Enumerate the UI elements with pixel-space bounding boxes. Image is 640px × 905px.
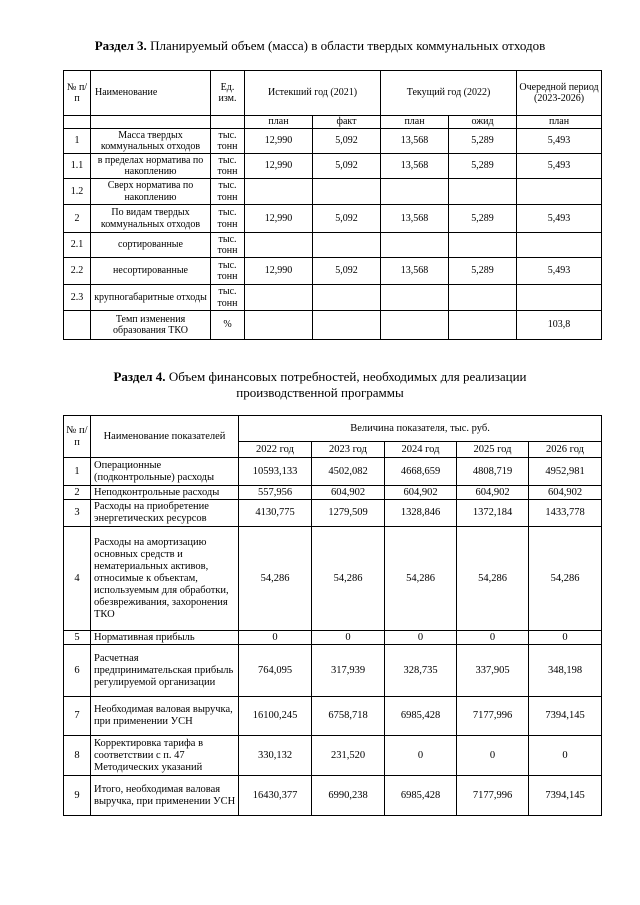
row-number: 1.1 xyxy=(64,154,91,179)
table-row xyxy=(64,205,602,233)
cell-year-value: 1433,778 xyxy=(529,500,602,527)
table-row xyxy=(64,776,602,816)
cell-year-value: 604,902 xyxy=(457,486,529,500)
row-unit: тыс. тонн xyxy=(211,285,245,311)
cell-year-value: 1279,509 xyxy=(312,500,385,527)
cell-year-value: 4668,659 xyxy=(385,458,457,486)
cell-year-value: 328,735 xyxy=(385,645,457,697)
cell-year-value: 54,286 xyxy=(312,527,385,631)
year-header: 2023 год xyxy=(312,442,385,458)
row-unit: тыс. тонн xyxy=(211,154,245,179)
row-name: Масса твердых коммунальных отходов xyxy=(91,129,211,154)
cell-year-value: 4130,775 xyxy=(239,500,312,527)
cell-year-value: 7177,996 xyxy=(457,776,529,816)
row-number: 6 xyxy=(64,645,91,697)
section3-subheader-row xyxy=(64,116,602,129)
cell-expected-2022 xyxy=(449,311,517,340)
row-name: По видам твердых коммунальных отходов xyxy=(91,205,211,233)
cell-plan-2021: 12,990 xyxy=(245,129,313,154)
col-unit-header: Ед. изм. xyxy=(211,71,245,116)
row-name: Итого, необходимая валовая выручка, при применении УСН xyxy=(91,776,239,816)
cell-plan-next: 5,493 xyxy=(517,129,602,154)
cell-plan-2022: 13,568 xyxy=(381,205,449,233)
row-number: 7 xyxy=(64,697,91,736)
cell-plan-2022 xyxy=(381,179,449,205)
cell-plan-2021: 12,990 xyxy=(245,154,313,179)
cell-year-value: 54,286 xyxy=(529,527,602,631)
cell-year-value: 16430,377 xyxy=(239,776,312,816)
table-row xyxy=(64,736,602,776)
table-row xyxy=(64,645,602,697)
cell-year-value: 0 xyxy=(385,631,457,645)
section4-title-bold: Раздел 4. xyxy=(113,369,166,384)
table-row xyxy=(64,631,602,645)
row-number: 2 xyxy=(64,205,91,233)
cell-year-value: 317,939 xyxy=(312,645,385,697)
section3-table xyxy=(63,70,602,340)
cell-year-value: 6985,428 xyxy=(385,697,457,736)
cell-year-value: 604,902 xyxy=(312,486,385,500)
cell-year-value: 4952,981 xyxy=(529,458,602,486)
row-name: Операционные (подконтрольные) расходы xyxy=(91,458,239,486)
cell-year-value: 604,902 xyxy=(385,486,457,500)
cell-fact-2021 xyxy=(313,233,381,258)
cell-expected-2022: 5,289 xyxy=(449,154,517,179)
cell-year-value: 54,286 xyxy=(457,527,529,631)
cell-year-value: 0 xyxy=(529,631,602,645)
row-number: 1 xyxy=(64,458,91,486)
row-number: 1 xyxy=(64,129,91,154)
row-unit: тыс. тонн xyxy=(211,258,245,285)
row-name: крупногабаритные отходы xyxy=(91,285,211,311)
row-unit: % xyxy=(211,311,245,340)
cell-year-value: 604,902 xyxy=(529,486,602,500)
row-name: Расходы на амортизацию основных средств и нематериальных активов, относимые к объектам, используемым для обработки, обезвреживания, захоронения ТКО xyxy=(91,527,239,631)
cell-year-value: 4502,082 xyxy=(312,458,385,486)
table-row xyxy=(64,500,602,527)
cell-year-value: 7177,996 xyxy=(457,697,529,736)
cell-plan-2022 xyxy=(381,285,449,311)
section3-title-bold: Раздел 3. xyxy=(94,38,147,53)
cell-fact-2021: 5,092 xyxy=(313,129,381,154)
cell-expected-2022 xyxy=(449,179,517,205)
cell-year-value: 0 xyxy=(385,736,457,776)
cell-year-value: 231,520 xyxy=(312,736,385,776)
cell-plan-next: 103,8 xyxy=(517,311,602,340)
cell-plan-2021: 12,990 xyxy=(245,205,313,233)
cell-expected-2022: 5,289 xyxy=(449,129,517,154)
cell-year-value: 54,286 xyxy=(385,527,457,631)
cell-year-value: 337,905 xyxy=(457,645,529,697)
row-number: 1.2 xyxy=(64,179,91,205)
cell-year-value: 1372,184 xyxy=(457,500,529,527)
table-row xyxy=(64,311,602,340)
row-number: 4 xyxy=(64,527,91,631)
row-name: Нормативная прибыль xyxy=(91,631,239,645)
subheader-plan-2021: план xyxy=(245,116,313,129)
cell-plan-next: 5,493 xyxy=(517,154,602,179)
section4-table xyxy=(63,415,602,816)
table-row xyxy=(64,285,602,311)
table-row xyxy=(64,179,602,205)
table-row xyxy=(64,697,602,736)
row-name: Сверх норматива по накоплению xyxy=(91,179,211,205)
cell-plan-2021 xyxy=(245,285,313,311)
subheader-plan-next: план xyxy=(517,116,602,129)
cell-fact-2021: 5,092 xyxy=(313,205,381,233)
cell-expected-2022 xyxy=(449,233,517,258)
col-num-header: № п/п xyxy=(64,71,91,116)
cell-year-value: 6758,718 xyxy=(312,697,385,736)
cell-plan-2022 xyxy=(381,311,449,340)
cell-fact-2021: 5,092 xyxy=(313,154,381,179)
row-unit: тыс. тонн xyxy=(211,179,245,205)
section3-title-text: Планируемый объем (масса) в области твердых коммунальных отходов xyxy=(146,38,546,53)
cell-year-value: 0 xyxy=(529,736,602,776)
cell-year-value: 764,095 xyxy=(239,645,312,697)
col-num-header: № п/п xyxy=(64,416,91,458)
cell-year-value: 0 xyxy=(457,631,529,645)
cell-plan-2022 xyxy=(381,233,449,258)
cell-year-value: 557,956 xyxy=(239,486,312,500)
cell-plan-next xyxy=(517,285,602,311)
cell-plan-2022: 13,568 xyxy=(381,154,449,179)
cell-year-value: 1328,846 xyxy=(385,500,457,527)
row-name: сортированные xyxy=(91,233,211,258)
table-row xyxy=(64,486,602,500)
cell-plan-2021 xyxy=(245,233,313,258)
section4-title xyxy=(0,369,640,385)
cell-plan-next xyxy=(517,233,602,258)
row-unit: тыс. тонн xyxy=(211,129,245,154)
col-name-header: Наименование показателей xyxy=(91,416,239,458)
col-name-header: Наименование xyxy=(91,71,211,116)
col-2022-header: Текущий год (2022) xyxy=(381,71,517,116)
table-row xyxy=(64,458,602,486)
table-row xyxy=(64,154,602,179)
cell-year-value: 330,132 xyxy=(239,736,312,776)
cell-year-value: 6985,428 xyxy=(385,776,457,816)
subheader-expected-2022: ожид xyxy=(449,116,517,129)
row-name: Темп изменения образования ТКО xyxy=(91,311,211,340)
cell-year-value: 54,286 xyxy=(239,527,312,631)
section4-title-text: Объем финансовых потребностей, необходимых для реализации xyxy=(165,369,527,384)
col-2021-header: Истекший год (2021) xyxy=(245,71,381,116)
row-number: 3 xyxy=(64,500,91,527)
row-number: 8 xyxy=(64,736,91,776)
row-number xyxy=(64,311,91,340)
row-unit: тыс. тонн xyxy=(211,233,245,258)
cell-year-value: 0 xyxy=(239,631,312,645)
row-number: 2.1 xyxy=(64,233,91,258)
cell-plan-2021 xyxy=(245,311,313,340)
col-value-header: Величина показателя, тыс. руб. xyxy=(239,416,602,442)
cell-expected-2022: 5,289 xyxy=(449,205,517,233)
row-name: в пределах норматива по накоплению xyxy=(91,154,211,179)
cell-plan-2021 xyxy=(245,179,313,205)
cell-plan-2022: 13,568 xyxy=(381,258,449,285)
year-header: 2024 год xyxy=(385,442,457,458)
subheader-plan-2022: план xyxy=(381,116,449,129)
table-row xyxy=(64,129,602,154)
section4-title-line2: производственной программы xyxy=(236,385,404,400)
row-name: Необходимая валовая выручка, при применении УСН xyxy=(91,697,239,736)
cell-fact-2021 xyxy=(313,285,381,311)
row-name: Корректировка тарифа в соответствии с п. 47 Методических указаний xyxy=(91,736,239,776)
row-name: несортированные xyxy=(91,258,211,285)
cell-year-value: 0 xyxy=(457,736,529,776)
cell-expected-2022 xyxy=(449,285,517,311)
cell-year-value: 6990,238 xyxy=(312,776,385,816)
cell-year-value: 10593,133 xyxy=(239,458,312,486)
section3-title xyxy=(0,38,640,54)
table-row xyxy=(64,233,602,258)
col-next-header: Очередной период (2023-2026) xyxy=(517,71,602,116)
cell-fact-2021 xyxy=(313,311,381,340)
row-number: 2 xyxy=(64,486,91,500)
cell-fact-2021: 5,092 xyxy=(313,258,381,285)
cell-year-value: 16100,245 xyxy=(239,697,312,736)
cell-plan-next: 5,493 xyxy=(517,258,602,285)
section4-header-row xyxy=(64,416,602,442)
cell-plan-next: 5,493 xyxy=(517,205,602,233)
year-header: 2025 год xyxy=(457,442,529,458)
cell-plan-2021: 12,990 xyxy=(245,258,313,285)
subheader-fact-2021: факт xyxy=(313,116,381,129)
row-name: Неподконтрольные расходы xyxy=(91,486,239,500)
row-name: Расходы на приобретение энергетических ресурсов xyxy=(91,500,239,527)
cell-plan-2022: 13,568 xyxy=(381,129,449,154)
cell-expected-2022: 5,289 xyxy=(449,258,517,285)
cell-year-value: 4808,719 xyxy=(457,458,529,486)
cell-fact-2021 xyxy=(313,179,381,205)
row-name: Расчетная предпринимательская прибыль регулируемой организации xyxy=(91,645,239,697)
row-number: 9 xyxy=(64,776,91,816)
cell-plan-next xyxy=(517,179,602,205)
cell-year-value: 7394,145 xyxy=(529,697,602,736)
row-number: 2.3 xyxy=(64,285,91,311)
cell-year-value: 0 xyxy=(312,631,385,645)
year-header: 2022 год xyxy=(239,442,312,458)
table-row xyxy=(64,258,602,285)
cell-year-value: 7394,145 xyxy=(529,776,602,816)
year-header: 2026 год xyxy=(529,442,602,458)
row-number: 2.2 xyxy=(64,258,91,285)
table-row xyxy=(64,527,602,631)
row-number: 5 xyxy=(64,631,91,645)
section3-header-row xyxy=(64,71,602,116)
row-unit: тыс. тонн xyxy=(211,205,245,233)
cell-year-value: 348,198 xyxy=(529,645,602,697)
